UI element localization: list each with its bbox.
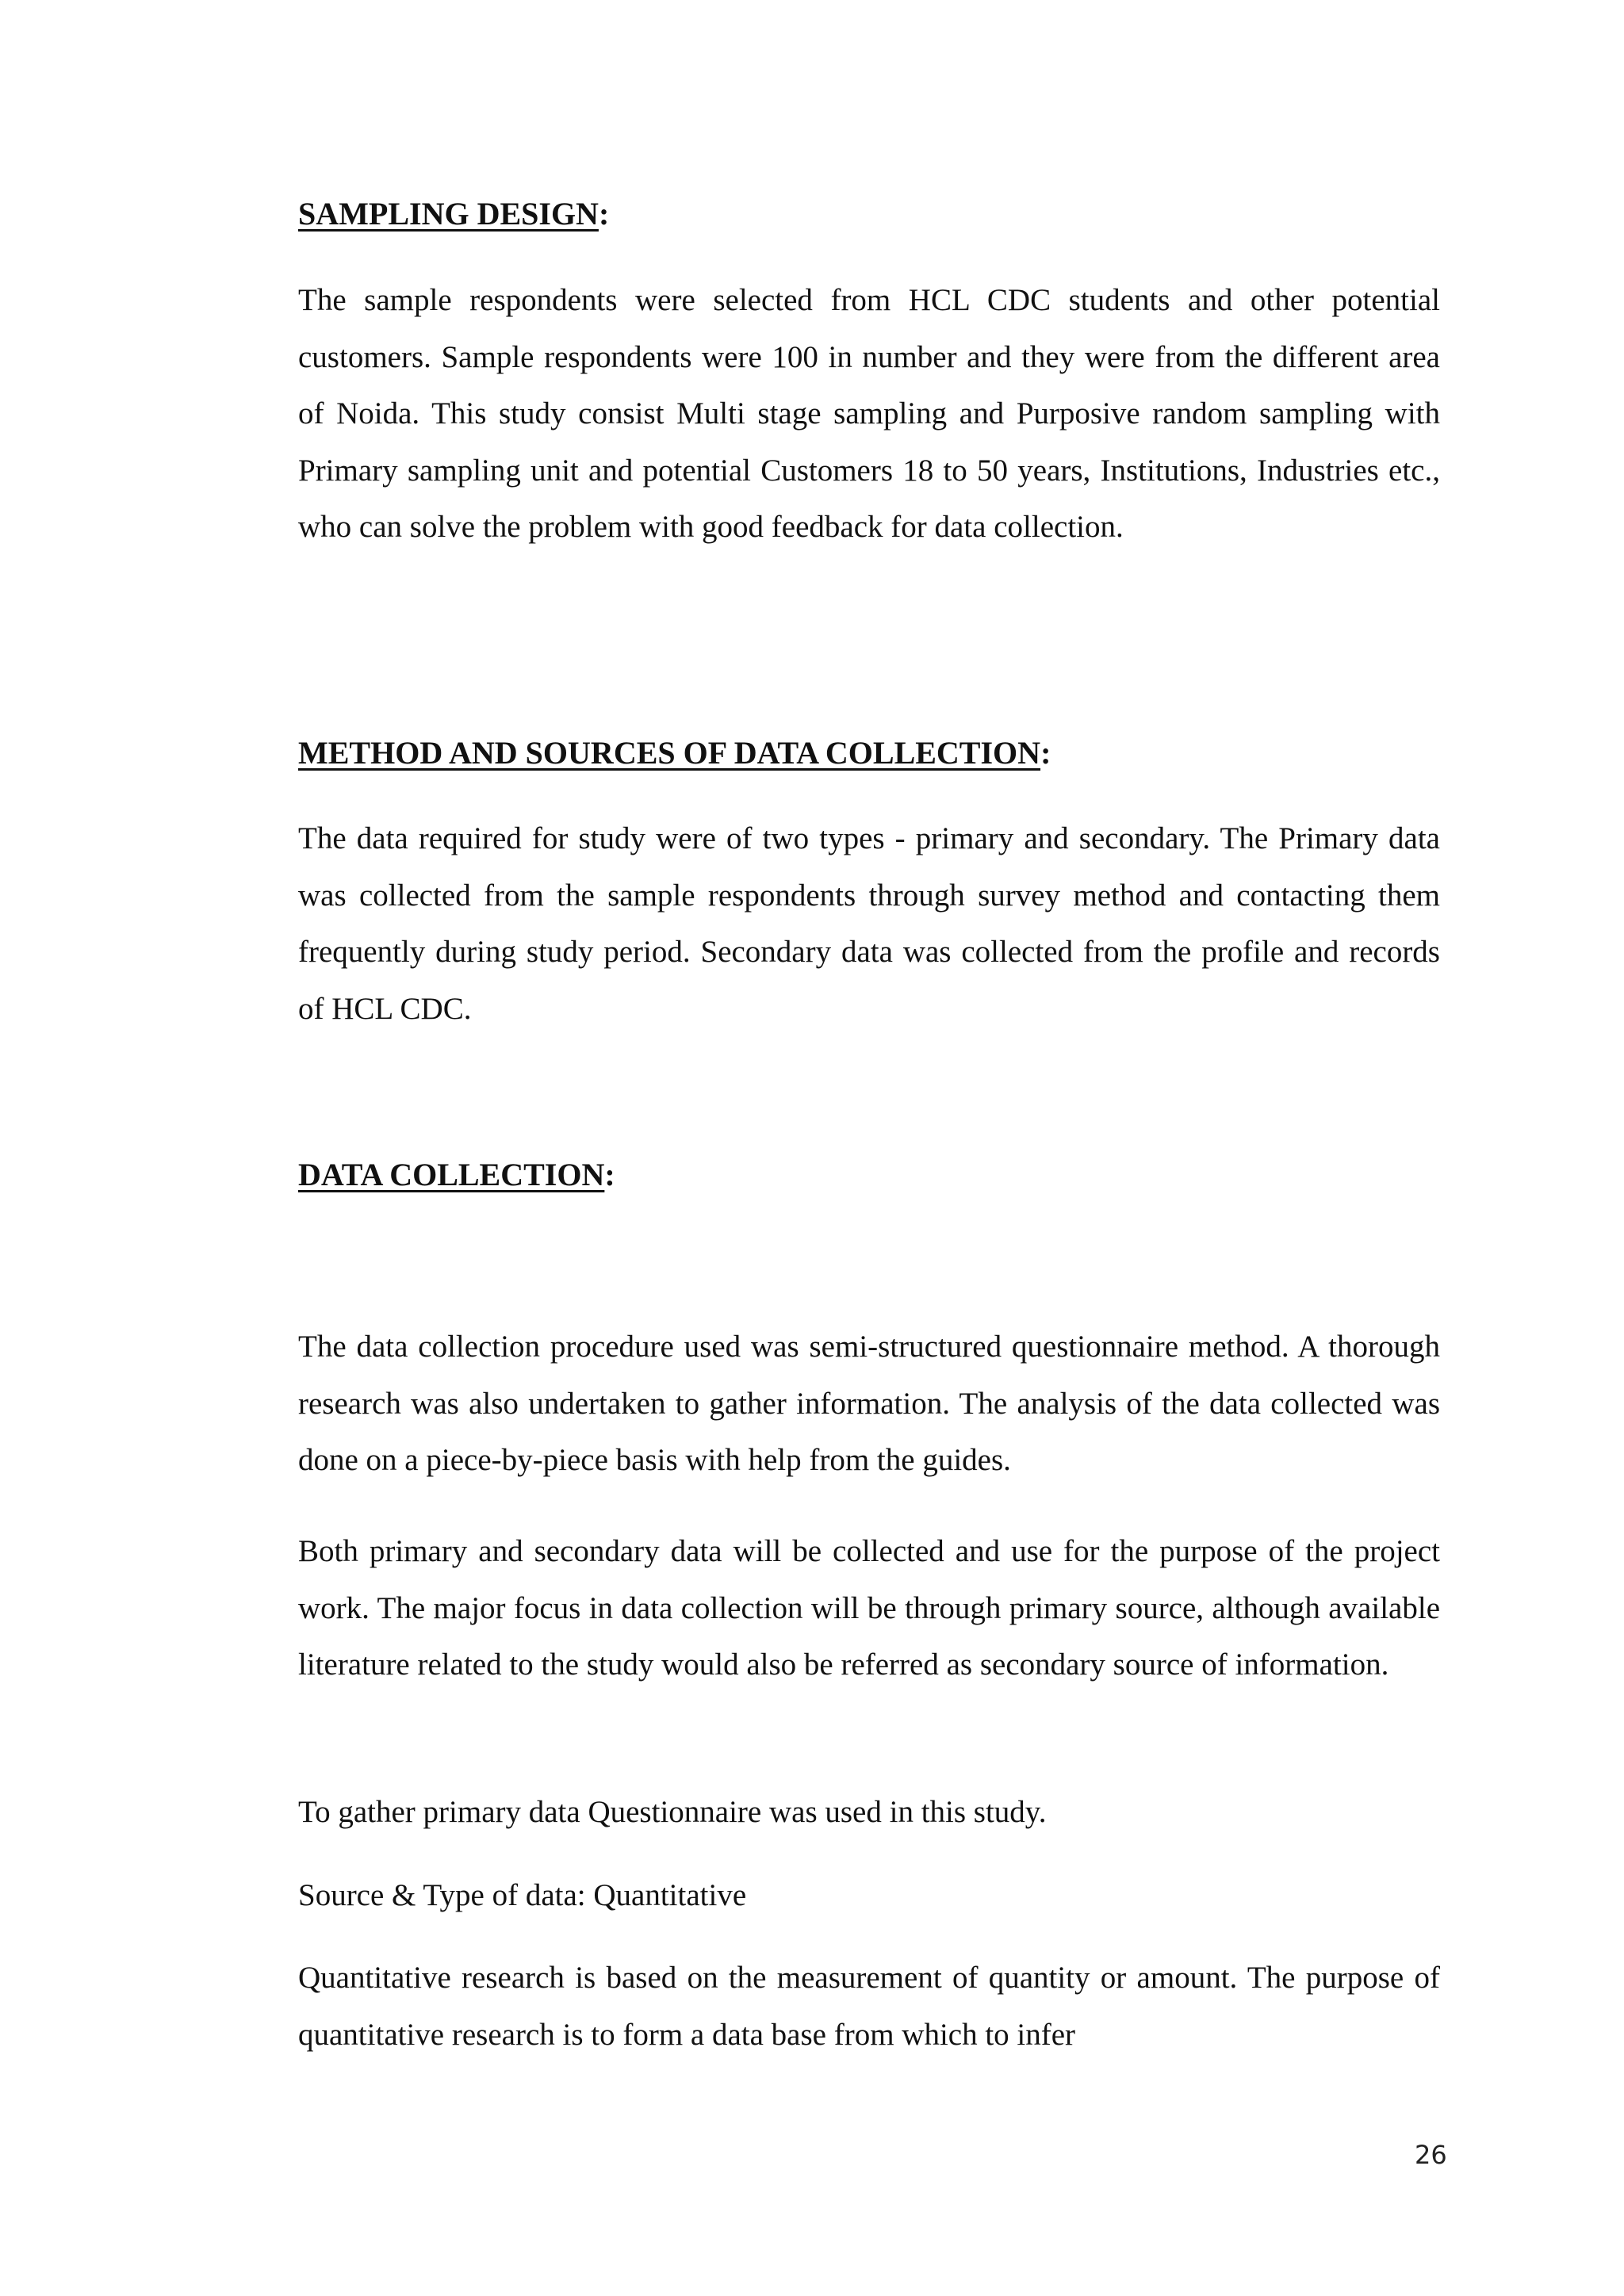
section-heading-sampling-design	[298, 195, 609, 233]
paragraph-quantitative-research: Quantitative research is based on the measurement of quantity or amount. The purpose of quantitative research is to form a data base from which to infer	[298, 1961, 1440, 2052]
section-heading-method-sources	[298, 734, 1051, 772]
paragraph-method-sources: The data required for study were of two types - primary and secondary. The Primary data was collected from the sample respondents through survey method and contacting them frequently during study period. Secondary data was collected from the profile and records of HCL CDC.	[298, 821, 1440, 1026]
heading-colon: :	[1040, 735, 1051, 771]
paragraph-data-collection-procedure: The data collection procedure used was semi-structured questionnaire method. A thorough research was also undertaken to gather information. The analysis of the data collected was done on a piece-by-piece basis with help from the guides.	[298, 1330, 1440, 1477]
paragraph-sampling-design: The sample respondents were selected from HCL CDC students and other potential customers. Sample respondents were 100 in number and they were from the different area of Noida. This study consist Multi stage sampling and Purposive random sampling with Primary sampling unit and potential Customers 18 to 50 years, Institutions, Industries etc., who can solve the problem with good feedback for data collection.	[298, 283, 1440, 544]
heading-text: DATA COLLECTION	[298, 1157, 605, 1192]
section-heading-data-collection	[298, 1156, 615, 1194]
line-questionnaire: To gather primary data Questionnaire was used in this study.	[298, 1795, 1047, 1829]
heading-text: METHOD AND SOURCES OF DATA COLLECTION	[298, 735, 1041, 771]
heading-colon: :	[598, 196, 610, 232]
heading-colon: :	[604, 1157, 615, 1192]
heading-text: SAMPLING DESIGN	[298, 196, 599, 232]
paragraph-primary-secondary: Both primary and secondary data will be collected and use for the purpose of the project work. The major focus in data collection will be through primary source, although available literature related to the study would also be referred as secondary source of information.	[298, 1534, 1440, 1682]
line-source-type: Source & Type of data: Quantitative	[298, 1878, 747, 1912]
page-number: 26	[1415, 2140, 1447, 2170]
